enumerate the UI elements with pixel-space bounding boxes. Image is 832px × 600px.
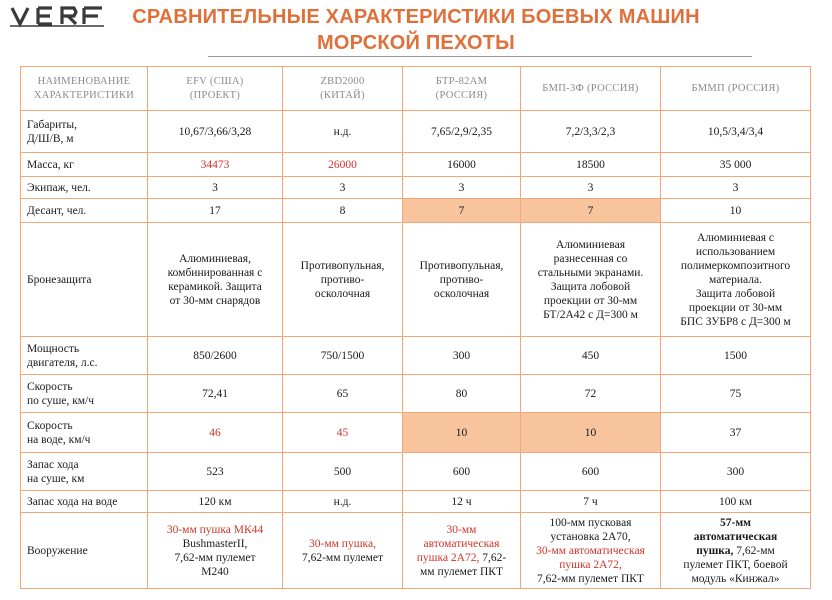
table-row — [21, 413, 811, 453]
cell: 1500 — [661, 337, 811, 375]
cell: 46 — [148, 413, 283, 453]
cell: 10,5/3,4/3,4 — [661, 111, 811, 153]
table-row — [21, 491, 811, 513]
row-label: Запас хода на воде — [21, 491, 148, 513]
cell: 57-мм автоматическая пушка, 7,62-мм пулемет ПКТ, боевой модуль «Кинжал» — [661, 513, 811, 589]
table-row — [21, 223, 811, 337]
row-label: Десант, чел. — [21, 199, 148, 223]
cell: 18500 — [521, 153, 661, 177]
title-underline — [208, 56, 752, 57]
cell: 72,41 — [148, 375, 283, 413]
cell: 37 — [661, 413, 811, 453]
cell: 30-мм автоматическая пушка 2А72, 7,62- мм пулемет ПКТ — [403, 513, 521, 589]
row-label: Бронезащита — [21, 223, 148, 337]
cell-highlighted: 10 — [403, 413, 521, 453]
cell: 3 — [148, 177, 283, 199]
cell: 65 — [283, 375, 403, 413]
cell: 600 — [403, 453, 521, 491]
header-efv: EFV (США) (ПРОЕКТ) — [148, 67, 283, 111]
header-zbd2000: ZBD2000 (КИТАЙ) — [283, 67, 403, 111]
cell: 30-мм пушка, 7,62-мм пулемет — [283, 513, 403, 589]
header-bmp3f: БМП-3Ф (РОССИЯ) — [521, 67, 661, 111]
header-btr82am: БТР-82АМ (РОССИЯ) — [403, 67, 521, 111]
cell: 12 ч — [403, 491, 521, 513]
cell: 8 — [283, 199, 403, 223]
table-header-row — [21, 67, 811, 111]
row-label: Вооружение — [21, 513, 148, 589]
table-row — [21, 337, 811, 375]
title-line-2: МОРСКОЙ ПЕХОТЫ — [317, 32, 515, 54]
cell: Алюминиевая разнесенная со стальными экранами. Защита лобовой проекции от 30-мм БТ/2А42 с Д=300 м — [521, 223, 661, 337]
cell: 100-мм пусковая установка 2А70, 30-мм автоматическая пушка 2А72, 7,62-мм пулемет ПКТ — [521, 513, 661, 589]
cell: 3 — [661, 177, 811, 199]
cell: 7,2/3,3/2,3 — [521, 111, 661, 153]
cell: н.д. — [283, 491, 403, 513]
cell: 34473 — [148, 153, 283, 177]
cell: Противопульная, противо- осколочная — [403, 223, 521, 337]
table-row — [21, 453, 811, 491]
cell: 72 — [521, 375, 661, 413]
cell-highlighted: 7 — [521, 199, 661, 223]
cell: 7 ч — [521, 491, 661, 513]
cell: 10 — [661, 199, 811, 223]
cell: 300 — [403, 337, 521, 375]
cell: 3 — [521, 177, 661, 199]
header-characteristics: НАИМЕНОВАНИЕ ХАРАКТЕРИСТИКИ — [21, 67, 148, 111]
cell: 35 000 — [661, 153, 811, 177]
cell: 120 км — [148, 491, 283, 513]
table-row — [21, 375, 811, 413]
title-line-1: СРАВНИТЕЛЬНЫЕ ХАРАКТЕРИСТИКИ БОЕВЫХ МАШИН — [132, 6, 700, 28]
cell: 75 — [661, 375, 811, 413]
header-bmmp: БММП (РОССИЯ) — [661, 67, 811, 111]
cell: 30-мм пушка МК44 BushmasterII, 7,62-мм пулемет М240 — [148, 513, 283, 589]
row-label: Скорость на воде, км/ч — [21, 413, 148, 453]
cell: Противопульная, противо- осколочная — [283, 223, 403, 337]
cell: Алюминиевая, комбинированная с керамикой. Защита от 30-мм снарядов — [148, 223, 283, 337]
cell: 3 — [283, 177, 403, 199]
row-label: Экипаж, чел. — [21, 177, 148, 199]
cell: 450 — [521, 337, 661, 375]
row-label: Скорость по суше, км/ч — [21, 375, 148, 413]
cell: Алюминиевая с использованием полимеркомпозитного материала. Защита лобовой проекции от 30-мм БПС ЗУБР8 с Д=300 м — [661, 223, 811, 337]
row-label: Масса, кг — [21, 153, 148, 177]
row-label: Мощность двигателя, л.с. — [21, 337, 148, 375]
cell: н.д. — [283, 111, 403, 153]
cell: 300 — [661, 453, 811, 491]
cell: 7,65/2,9/2,35 — [403, 111, 521, 153]
cell: 750/1500 — [283, 337, 403, 375]
table-row — [21, 177, 811, 199]
cell-highlighted: 10 — [521, 413, 661, 453]
cell: 45 — [283, 413, 403, 453]
page-title — [0, 4, 832, 56]
table-row — [21, 199, 811, 223]
row-label: Запас хода на суше, км — [21, 453, 148, 491]
cell: 80 — [403, 375, 521, 413]
table-row — [21, 513, 811, 589]
table-row — [21, 153, 811, 177]
cell: 100 км — [661, 491, 811, 513]
row-label: Габариты, Д/Ш/В, м — [21, 111, 148, 153]
cell: 26000 — [283, 153, 403, 177]
cell: 17 — [148, 199, 283, 223]
cell: 10,67/3,66/3,28 — [148, 111, 283, 153]
table-row — [21, 111, 811, 153]
cell: 3 — [403, 177, 521, 199]
cell: 523 — [148, 453, 283, 491]
cell: 600 — [521, 453, 661, 491]
cell: 850/2600 — [148, 337, 283, 375]
cell: 500 — [283, 453, 403, 491]
comparison-table — [20, 66, 811, 589]
cell: 16000 — [403, 153, 521, 177]
cell-highlighted: 7 — [403, 199, 521, 223]
